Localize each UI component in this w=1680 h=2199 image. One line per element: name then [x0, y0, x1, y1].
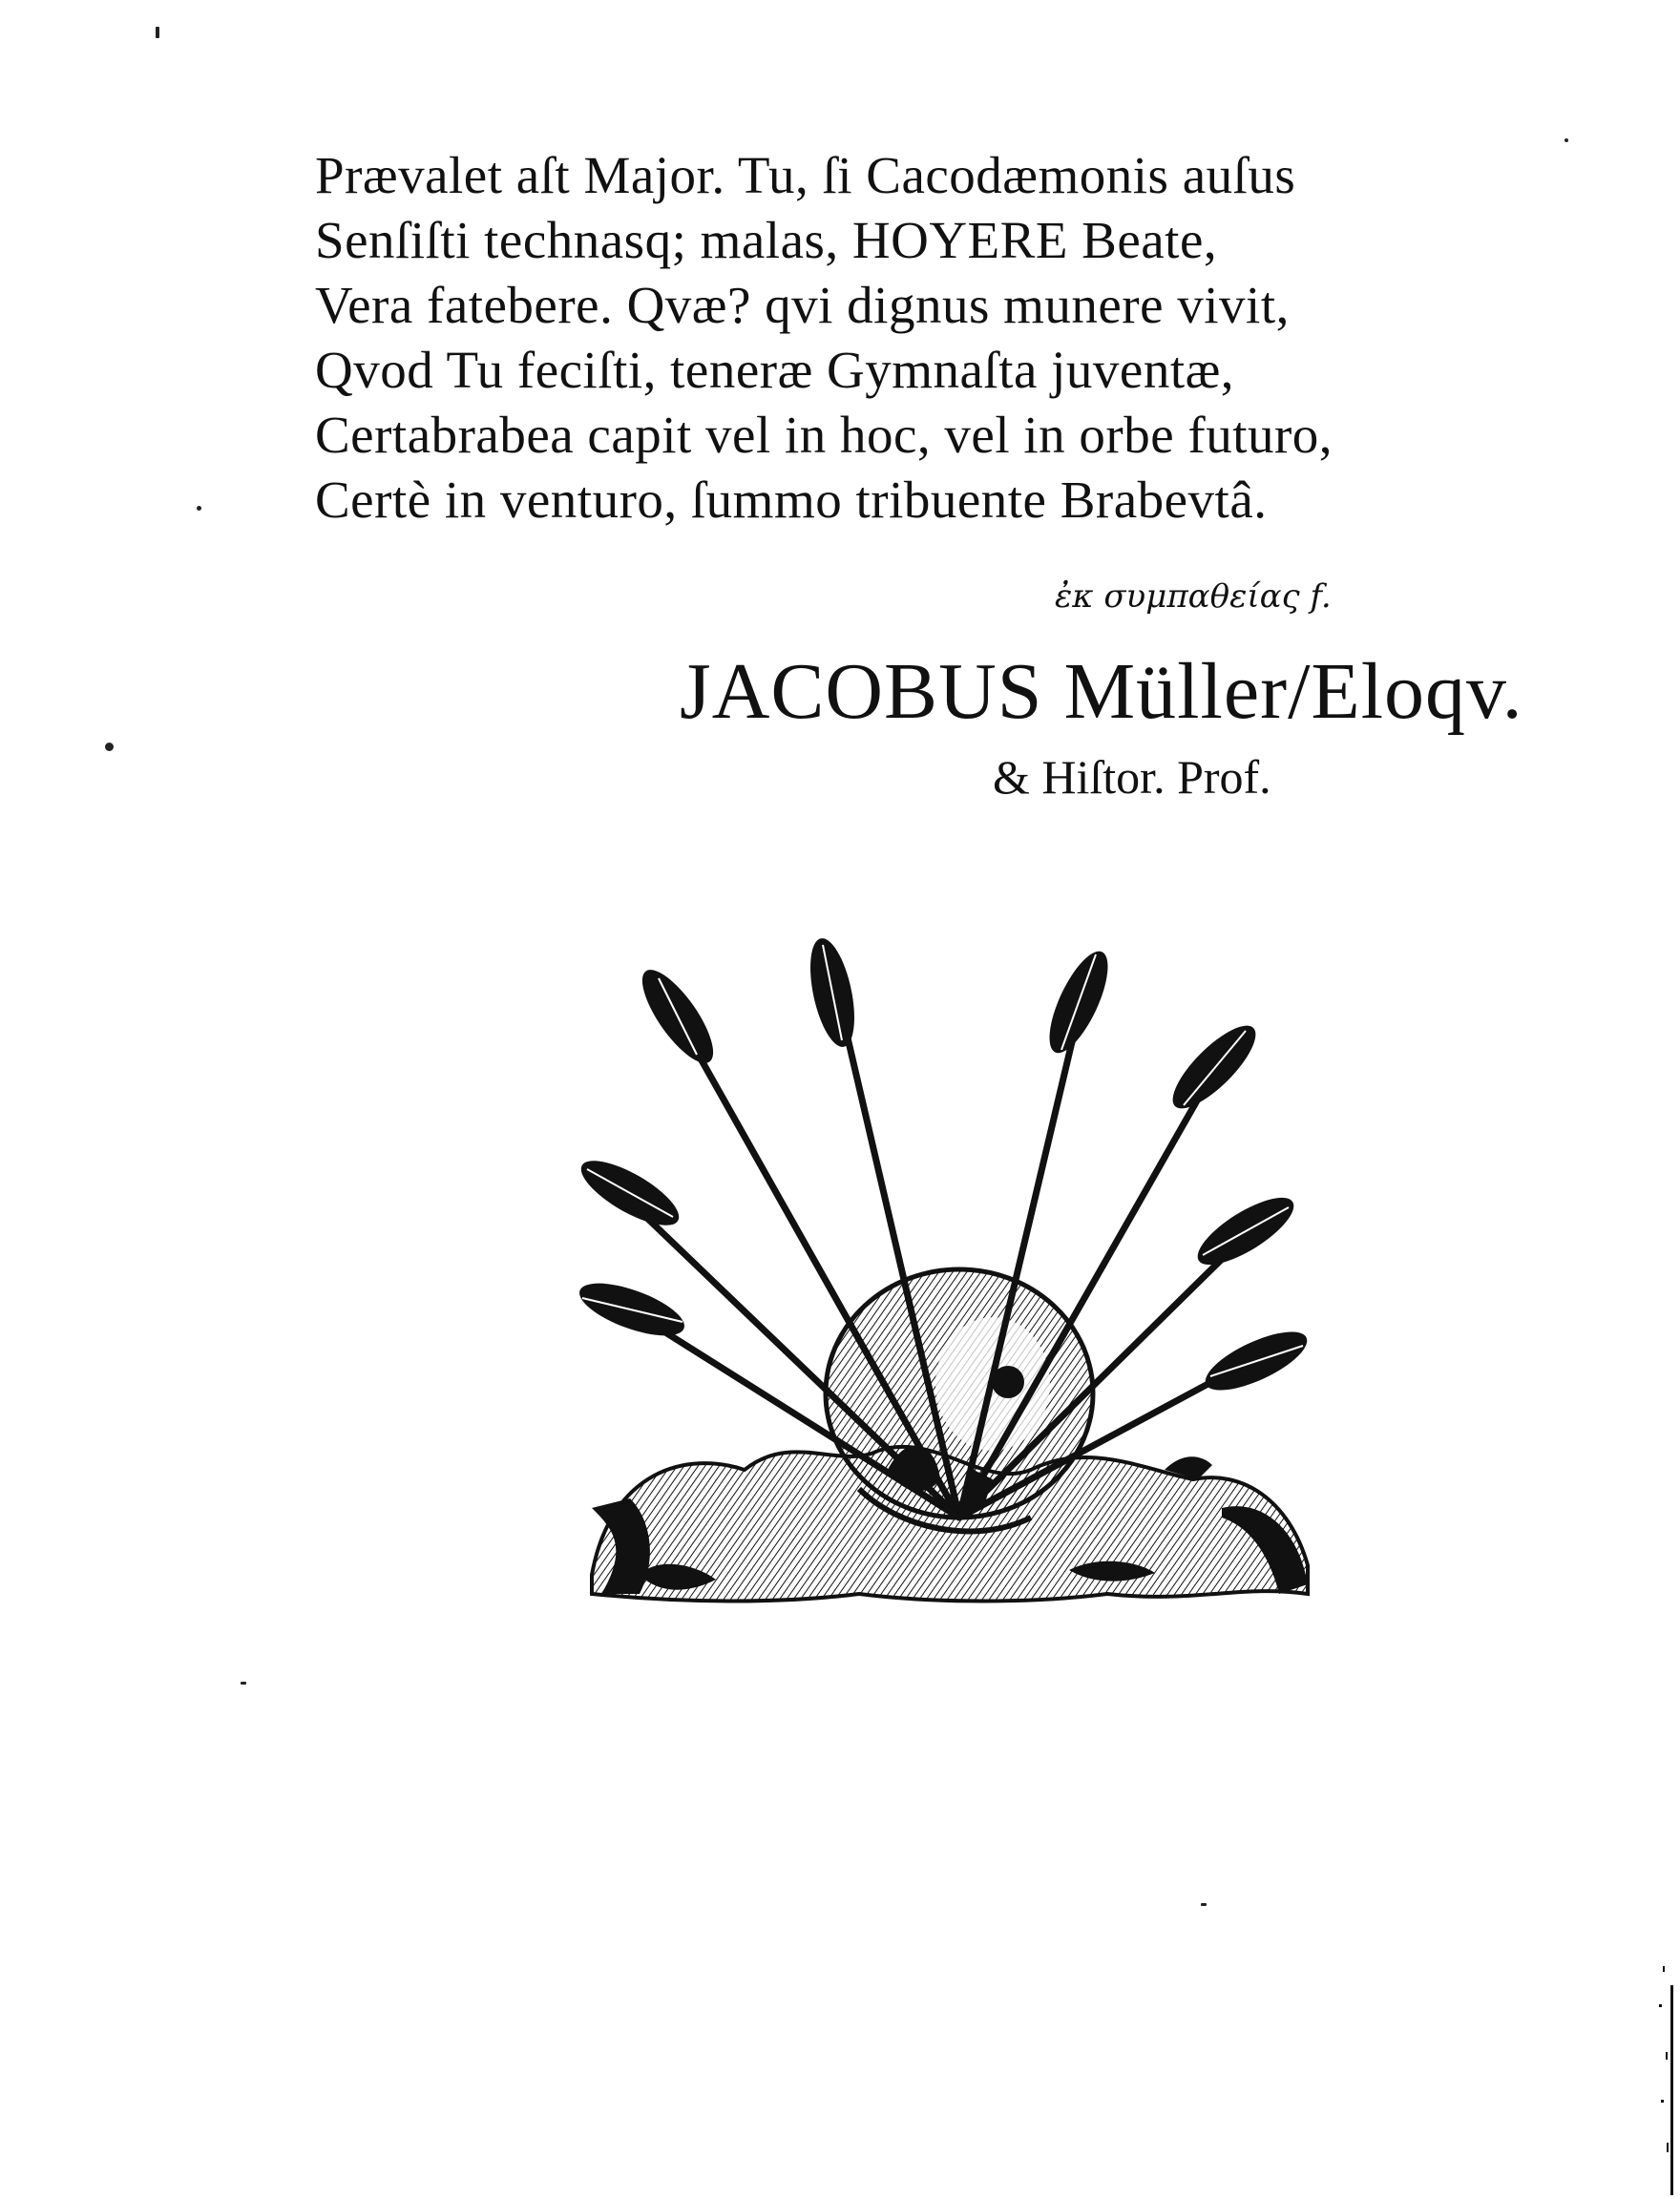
skull-with-feathered-arrows-woodcut-icon [573, 935, 1327, 1623]
greek-dedication: ἐκ συμπαθείας f. [1055, 577, 1332, 616]
author-signature: JACOBUS Müller/Eloqv. [680, 647, 1523, 736]
verse-line-2: Senſiſti technasq; malas, HOYERE Beate, [315, 211, 1218, 269]
scan-speck [241, 1682, 246, 1685]
author-title: & Hiſtor. Prof. [993, 750, 1271, 804]
latin-verse [315, 143, 1556, 533]
scan-speck [1201, 1903, 1207, 1906]
verse-line-5: Certabrabea capit vel in hoc, vel in orbe futuro, [315, 406, 1334, 464]
scan-speck [156, 27, 159, 38]
scan-speck [197, 506, 201, 511]
verse-line-6: Certè in venturo, ſummo tribuente Brabevtâ. [315, 471, 1268, 529]
verse-line-1: Prævalet aſt Major. Tu, ſi Cacodæmonis auſus [315, 146, 1296, 204]
verse-line-4: Qvod Tu feciſti, teneræ Gymnaſta juventæ, [315, 341, 1235, 399]
page-edge-noise [1642, 1947, 1680, 2195]
verse-line-3: Vera fatebere. Qvæ? qvi dignus munere vivit, [315, 276, 1290, 334]
scan-speck [1564, 138, 1568, 142]
scan-speck [105, 743, 114, 751]
